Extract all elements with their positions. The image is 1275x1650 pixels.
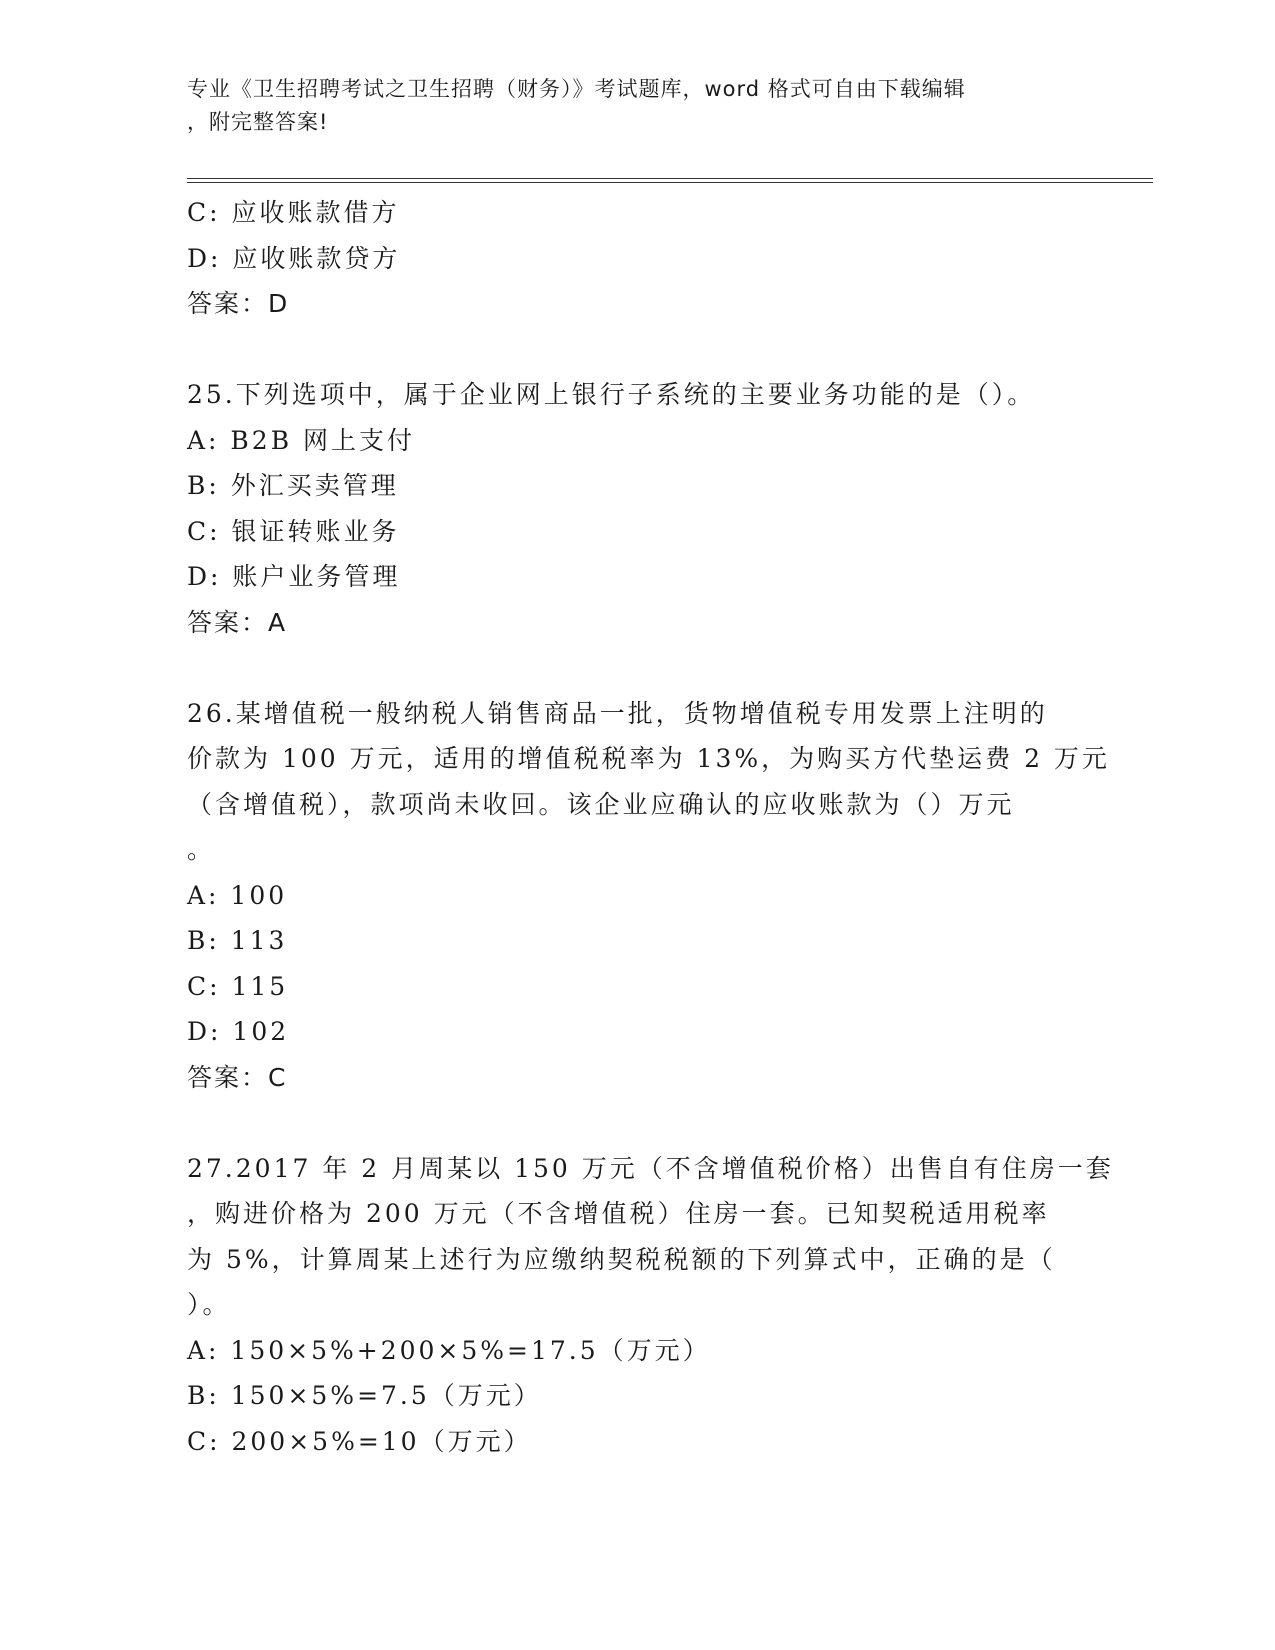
question-stem: 25.下列选项中，属于企业网上银行子系统的主要业务功能的是（）。 — [187, 380, 1036, 409]
option-d: D: 102 — [187, 1017, 290, 1046]
option-c: C: 115 — [187, 971, 289, 1001]
question-24 — [187, 190, 1087, 327]
question-list — [187, 190, 1114, 1464]
answer: 答案：C — [187, 1062, 288, 1092]
question-stem-line: 。 — [187, 835, 216, 864]
option-a: A: 150×5%+200×5%=17.5（万元） — [187, 1335, 711, 1365]
option-d: D: 账户业务管理 — [187, 562, 401, 591]
question-stem-line: 27.2017 年 2 月周某以 150 万元（不含增值税价格）出售自有住房一套 — [187, 1153, 1114, 1183]
option-d: D: 应收账款贷方 — [187, 243, 401, 273]
spacer — [187, 1100, 1087, 1146]
spacer — [187, 645, 1087, 691]
spacer — [187, 327, 1087, 373]
question-stem-line: 26.某增值税一般纳税人销售商品一批，货物增值税专用发票上注明的 — [187, 698, 1048, 728]
option-a: A: 100 — [187, 880, 288, 910]
header-divider — [187, 178, 1153, 183]
header-line-1: 专业《卫生招聘考试之卫生招聘（财务）》考试题库，word 格式可自由下载编辑 — [187, 77, 966, 101]
option-c: C: 200×5%=10（万元） — [187, 1426, 532, 1456]
question-stem-line: 为 5%，计算周某上述行为应缴纳契税税额的下列算式中，正确的是（ — [187, 1244, 1056, 1274]
option-b: B: 外汇买卖管理 — [187, 471, 399, 500]
option-c: C: 银证转账业务 — [187, 516, 400, 546]
question-26 — [187, 691, 1110, 1101]
question-25 — [187, 372, 1087, 645]
option-c: C: 应收账款借方 — [187, 198, 400, 227]
document-header — [187, 73, 1087, 139]
option-b: B: 150×5%=7.5（万元） — [187, 1381, 542, 1410]
question-stem-line: ，购进价格为 200 万元（不含增值税）住房一套。已知契税适用税率 — [187, 1199, 1050, 1228]
question-stem-line: 价款为 100 万元，适用的增值税税率为 13%，为购买方代垫运费 2 万元 — [187, 744, 1110, 773]
header-line-2: ，附完整答案! — [187, 110, 329, 134]
answer: 答案：D — [187, 289, 290, 318]
question-27 — [187, 1146, 1114, 1465]
question-stem-line: ）。 — [187, 1290, 231, 1319]
answer: 答案：A — [187, 607, 288, 637]
option-a: A: B2B 网上支付 — [187, 425, 416, 455]
option-b: B: 113 — [187, 926, 288, 955]
question-stem-line: （含增值税），款项尚未收回。该企业应确认的应收账款为（）万元 — [187, 789, 1015, 819]
